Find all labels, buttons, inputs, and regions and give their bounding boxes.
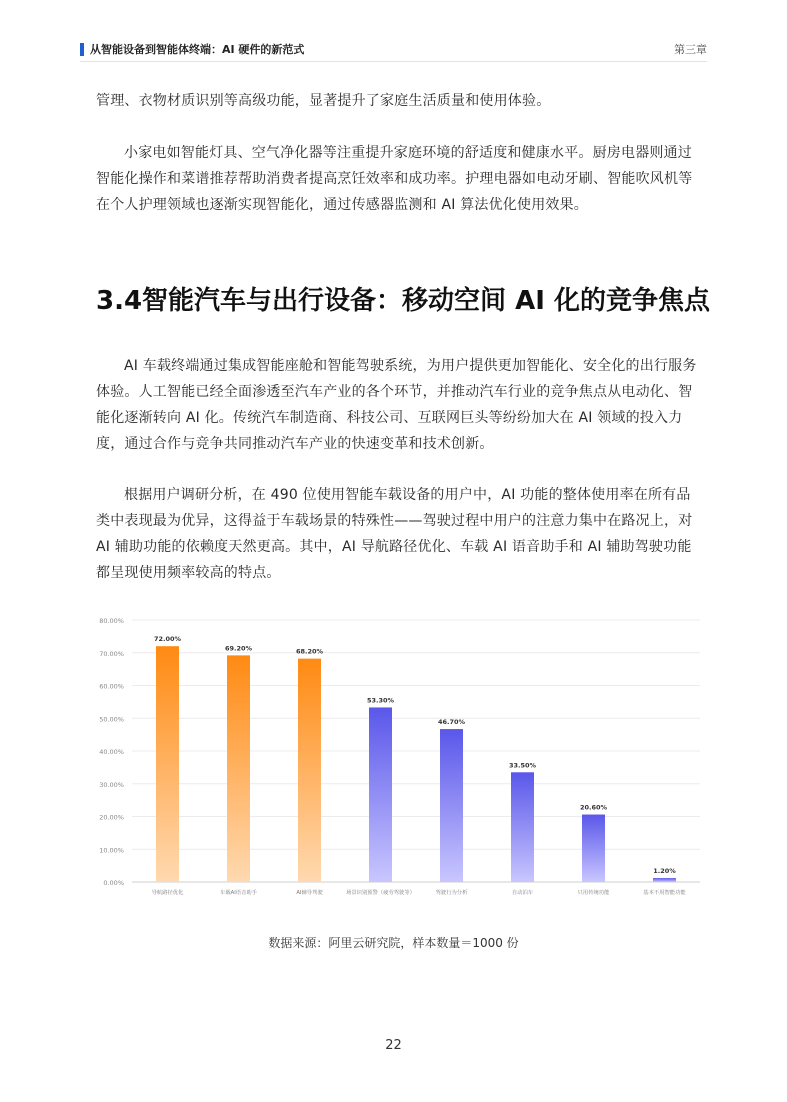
y-tick-label: 80.00% [99,617,124,625]
page-header [80,40,707,60]
y-tick-label: 0.00% [103,879,124,887]
header-divider [80,61,707,62]
bar-value-label: 69.20% [224,644,253,653]
header-chapter: 第三章 [674,43,707,56]
paragraph-4 [96,482,698,586]
bar-value-label: 33.50% [508,761,537,770]
bar-value-label: 46.70% [437,718,466,727]
bar [582,815,605,882]
x-category-label: 导航路径优化 [151,890,184,896]
bar-value-label: 72.00% [153,635,182,644]
bar-value-label: 68.20% [295,647,324,656]
page-number: 22 [385,1038,402,1053]
bar-value-label: 20.60% [579,803,608,812]
x-category-label: 只用传统功能 [577,890,610,896]
y-tick-label: 70.00% [99,649,124,658]
section-title: 3.4智能汽车与出行设备：移动空间 AI 化的竞争焦点 [96,286,710,316]
paragraph-1 [96,88,698,114]
y-tick-label: 20.00% [99,813,124,822]
header-title: 从智能设备到智能体终端：AI 硬件的新范式 [90,43,305,56]
paragraph-3 [96,353,698,457]
paragraph-2-text: 小家电如智能灯具、空气净化器等注重提升家庭环境的舒适度和健康水平。厨房电器则通过智能化操作和菜谱推荐帮助消费者提高烹饪效率和成功率。护理电器如电动牙刷、智能吹风机等在个人护理领域也逐渐实现智能化，通过传感器监测和 AI 算法优化使用效果。 [96,145,693,213]
bar-value-label: 53.30% [366,696,395,705]
paragraph-2 [96,140,698,218]
y-tick-label: 40.00% [99,748,124,756]
bar [369,707,392,882]
paragraph-3-text: AI 车载终端通过集成智能座舱和智能驾驶系统，为用户提供更加智能化、安全化的出行服务体验。人工智能已经全面渗透至汽车产业的各个环节，并推动汽车行业的竞争焦点从电动化、智能化逐渐转向 AI 化。传统汽车制造商、科技公司、互联网巨头等纷纷加大在 AI 领域的投入力度，通过合作与竞争共同推动汽车产业的快速变革和技术创新。 [96,358,697,452]
y-tick-label: 10.00% [99,846,124,855]
bar [440,729,463,882]
y-tick-label: 60.00% [99,682,124,691]
y-tick-label: 50.00% [99,715,124,724]
paragraph-4-text: 根据用户调研分析，在 490 位使用智能车载设备的用户中，AI 功能的整体使用率在所有品类中表现最为优异，这得益于车载场景的特殊性——驾驶过程中用户的注意力集中在路况上，对 AI 辅助功能的依赖度天然更高。其中，AI 导航路径优化、车载 AI 语音助手和 AI 辅助驾驶功能都呈现使用频率较高的特点。 [96,487,693,581]
bar [511,772,534,882]
x-category-label: 驾驶行为分析 [435,890,468,896]
chart-caption: 数据来源：阿里云研究院，样本数量＝1000 份 [268,936,519,950]
x-category-label: 场景识别预警（疲劳驾驶等） [346,890,415,896]
usage-bar-chart [96,610,706,910]
bar [227,655,250,882]
y-tick-label: 30.00% [99,780,124,789]
x-category-label: 基本不用智能功能 [643,890,686,896]
paragraph-1-text: 管理、衣物材质识别等高级功能，显著提升了家庭生活质量和使用体验。 [96,93,551,109]
x-category-label: AI辅导驾驶 [296,890,323,896]
header-accent-bar [80,43,84,56]
bar [653,878,676,882]
bar-value-label: 1.20% [653,867,676,876]
x-category-label: 自动泊车 [511,890,534,896]
bar [156,646,179,882]
bar [298,659,321,882]
x-category-label: 车载AI语音助手 [220,890,257,896]
